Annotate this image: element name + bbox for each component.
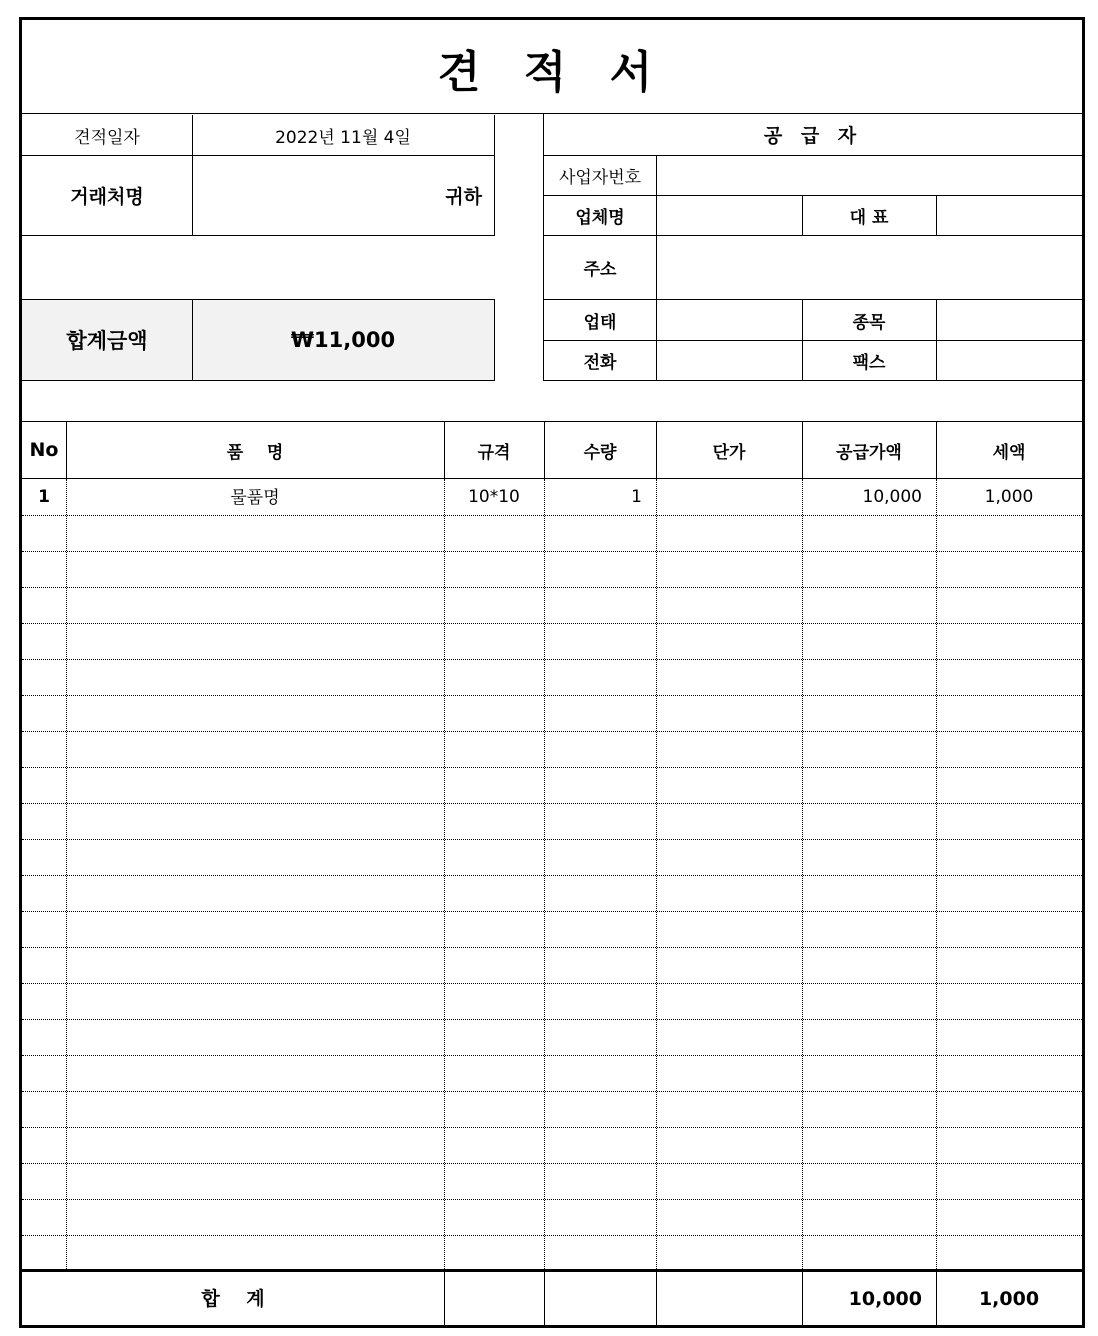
column-divider — [444, 479, 445, 1269]
column-divider — [544, 479, 545, 1269]
col-qty-header: 수량 — [583, 442, 617, 463]
client-label: 거래처명 — [70, 186, 144, 208]
col-unit-price-header: 단가 — [712, 442, 746, 463]
row-divider — [22, 1199, 1082, 1200]
phone-label: 전화 — [583, 353, 617, 373]
column-divider — [802, 479, 803, 1269]
column-divider — [656, 479, 657, 1269]
estimate-date-label: 견적일자 — [74, 127, 140, 148]
row-divider — [22, 731, 1082, 732]
row-tax: 1,000 — [984, 487, 1034, 507]
item-type-label: 종목 — [852, 312, 886, 333]
col-tax-header: 세액 — [992, 442, 1026, 463]
row-qty: 1 — [631, 487, 642, 507]
row-unit-price — [656, 479, 802, 515]
row-supply: 10,000 — [862, 487, 922, 507]
total-label: 합계금액 — [66, 329, 148, 353]
row-item: 물품명 — [230, 487, 280, 508]
business-type-label: 업태 — [583, 312, 617, 333]
column-divider — [66, 479, 67, 1269]
representative-label: 대 표 — [849, 208, 889, 228]
row-divider — [22, 1235, 1082, 1236]
row-divider — [22, 1127, 1082, 1128]
row-divider — [22, 767, 1082, 768]
document-title: 견 적 서 — [437, 47, 667, 98]
col-item-header: 품 명 — [226, 442, 284, 463]
row-divider — [22, 695, 1082, 696]
row-divider — [22, 875, 1082, 876]
col-supply-header: 공급가액 — [836, 442, 902, 463]
estimate-date-value: 2022년 11월 4일 — [275, 127, 411, 148]
row-divider — [22, 983, 1082, 984]
row-divider — [22, 1019, 1082, 1020]
row-divider — [22, 1091, 1082, 1092]
footer-label: 합 계 — [201, 1287, 265, 1310]
address-label: 주소 — [583, 260, 617, 280]
row-divider — [22, 587, 1082, 588]
company-label: 업체명 — [575, 208, 625, 228]
col-no-header: No — [29, 439, 59, 461]
row-divider — [22, 911, 1082, 912]
fax-label: 팩스 — [852, 353, 886, 373]
row-spec: 10*10 — [468, 487, 520, 507]
footer-supply-total: 10,000 — [848, 1288, 922, 1310]
row-no: 1 — [38, 487, 50, 507]
total-amount: ₩11,000 — [290, 328, 396, 352]
business-no-label: 사업자번호 — [558, 168, 642, 188]
row-divider — [22, 1163, 1082, 1164]
supplier-header: 공 급 자 — [763, 125, 863, 147]
row-divider — [22, 947, 1082, 948]
row-divider — [22, 803, 1082, 804]
column-divider — [936, 479, 937, 1269]
col-spec-header: 규격 — [477, 442, 511, 463]
client-suffix: 귀하 — [445, 186, 482, 208]
row-divider — [22, 659, 1082, 660]
row-divider — [22, 515, 1082, 516]
row-divider — [22, 1055, 1082, 1056]
row-divider — [22, 623, 1082, 624]
row-divider — [22, 839, 1082, 840]
footer-tax-total: 1,000 — [978, 1288, 1040, 1310]
row-divider — [22, 551, 1082, 552]
